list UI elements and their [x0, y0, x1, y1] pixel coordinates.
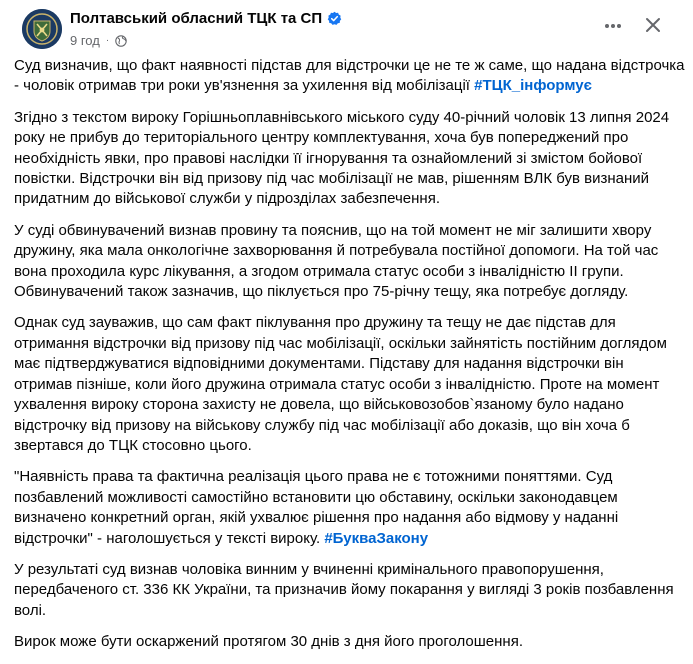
post-header [12, 0, 681, 56]
public-globe-icon [115, 35, 127, 47]
hashtag-link[interactable]: #ТЦК_інформує [474, 77, 592, 95]
page-name[interactable]: Полтавський обласний ТЦК та СП [70, 10, 323, 27]
post-paragraph-6: У результаті суд визнав чоловіка винним у вчиненні кримінального правопорушення, передбаченого ст. 336 КК України, та призначив йому покарання у вигляді 3 років позбавлення волі. [14, 560, 674, 619]
post-paragraph-7: Вирок може бути оскаржений протягом 30 днів з дня його проголошення. [14, 633, 524, 651]
close-button[interactable] [637, 12, 669, 44]
post-paragraph-4: Однак суд зауважив, що сам факт піклування про дружину та тещу не дає підстав для отримання відстрочки від призову під час мобілізації, оскільки зайнятість постійним доглядом має підтверджуватися відповідними документами. Підставу для надання відстрочки він отримав пізніше, коли його дружина отримала статус особи з інвалідністю. Проте на момент ухвалення вироку сторона захисту не довела, що військовозобов`язаному було надано відстрочку від призову на військову службу під час мобілізації або доказів, що він хоча б звертався до ТЦК стосовно цього. [14, 314, 667, 454]
post-timestamp[interactable]: 9 год [70, 33, 100, 48]
emblem-icon [22, 9, 62, 49]
page-avatar[interactable] [22, 9, 62, 49]
post-body [14, 56, 686, 664]
post-paragraph-1 [14, 56, 686, 97]
paragraph-text: Суд визначив, що факт наявності підстав для відстрочки це не те ж саме, що надана відстрочка - чоловік отримав три роки ув'язнення за ухилення від мобілізації [14, 57, 685, 95]
post-paragraph-3: У суді обвинувачений визнав провину та пояснив, що на той момент не міг залишити хвору дружину, яка мала онкологічне захворювання й потребувала постійної допомоги. На той час вона проходила курс лікування, а згодом отримала статус особи з інвалідністю ІІ групи. Обвинувачений також зазначив, що піклується про 75-річну тещу, яка потребує догляду. [14, 221, 659, 301]
hashtag-link[interactable]: #БукваЗакону [324, 529, 429, 547]
post-paragraph-5 [14, 467, 686, 549]
verified-badge-icon [327, 11, 342, 26]
meta-separator: · [105, 35, 110, 46]
close-icon [643, 15, 663, 35]
post-paragraph-2: Згідно з текстом вироку Горішньоплавнівського міського суду 40-річний чоловік 13 липня 2024 року не прибув до територіального центру комплектування, хоча був попереджений про необхідність явки, про правові наслідки її ігнорування та ознайомлений зі змістом бойової повістки. Відстрочки він від призову під час мобілізації не мав, рішенням ВЛК був визнаний придатним до військової служби у підрозділах забезпечення. [14, 108, 670, 208]
page-name-link[interactable] [70, 10, 342, 27]
paragraph-text: "Наявність права та фактична реалізація цього права не є тотожними поняттями. Суд позбавлений можливості самостійно встановити цю обставину, оскільки законодавцем визначено конкретний орган, якій ухвалює рішення про надання або відмову у наданні відстрочки" - наголошується у тексті вироку. [14, 468, 619, 547]
more-options-button[interactable] [597, 12, 629, 44]
more-options-icon [603, 16, 623, 36]
post-meta [70, 33, 127, 48]
